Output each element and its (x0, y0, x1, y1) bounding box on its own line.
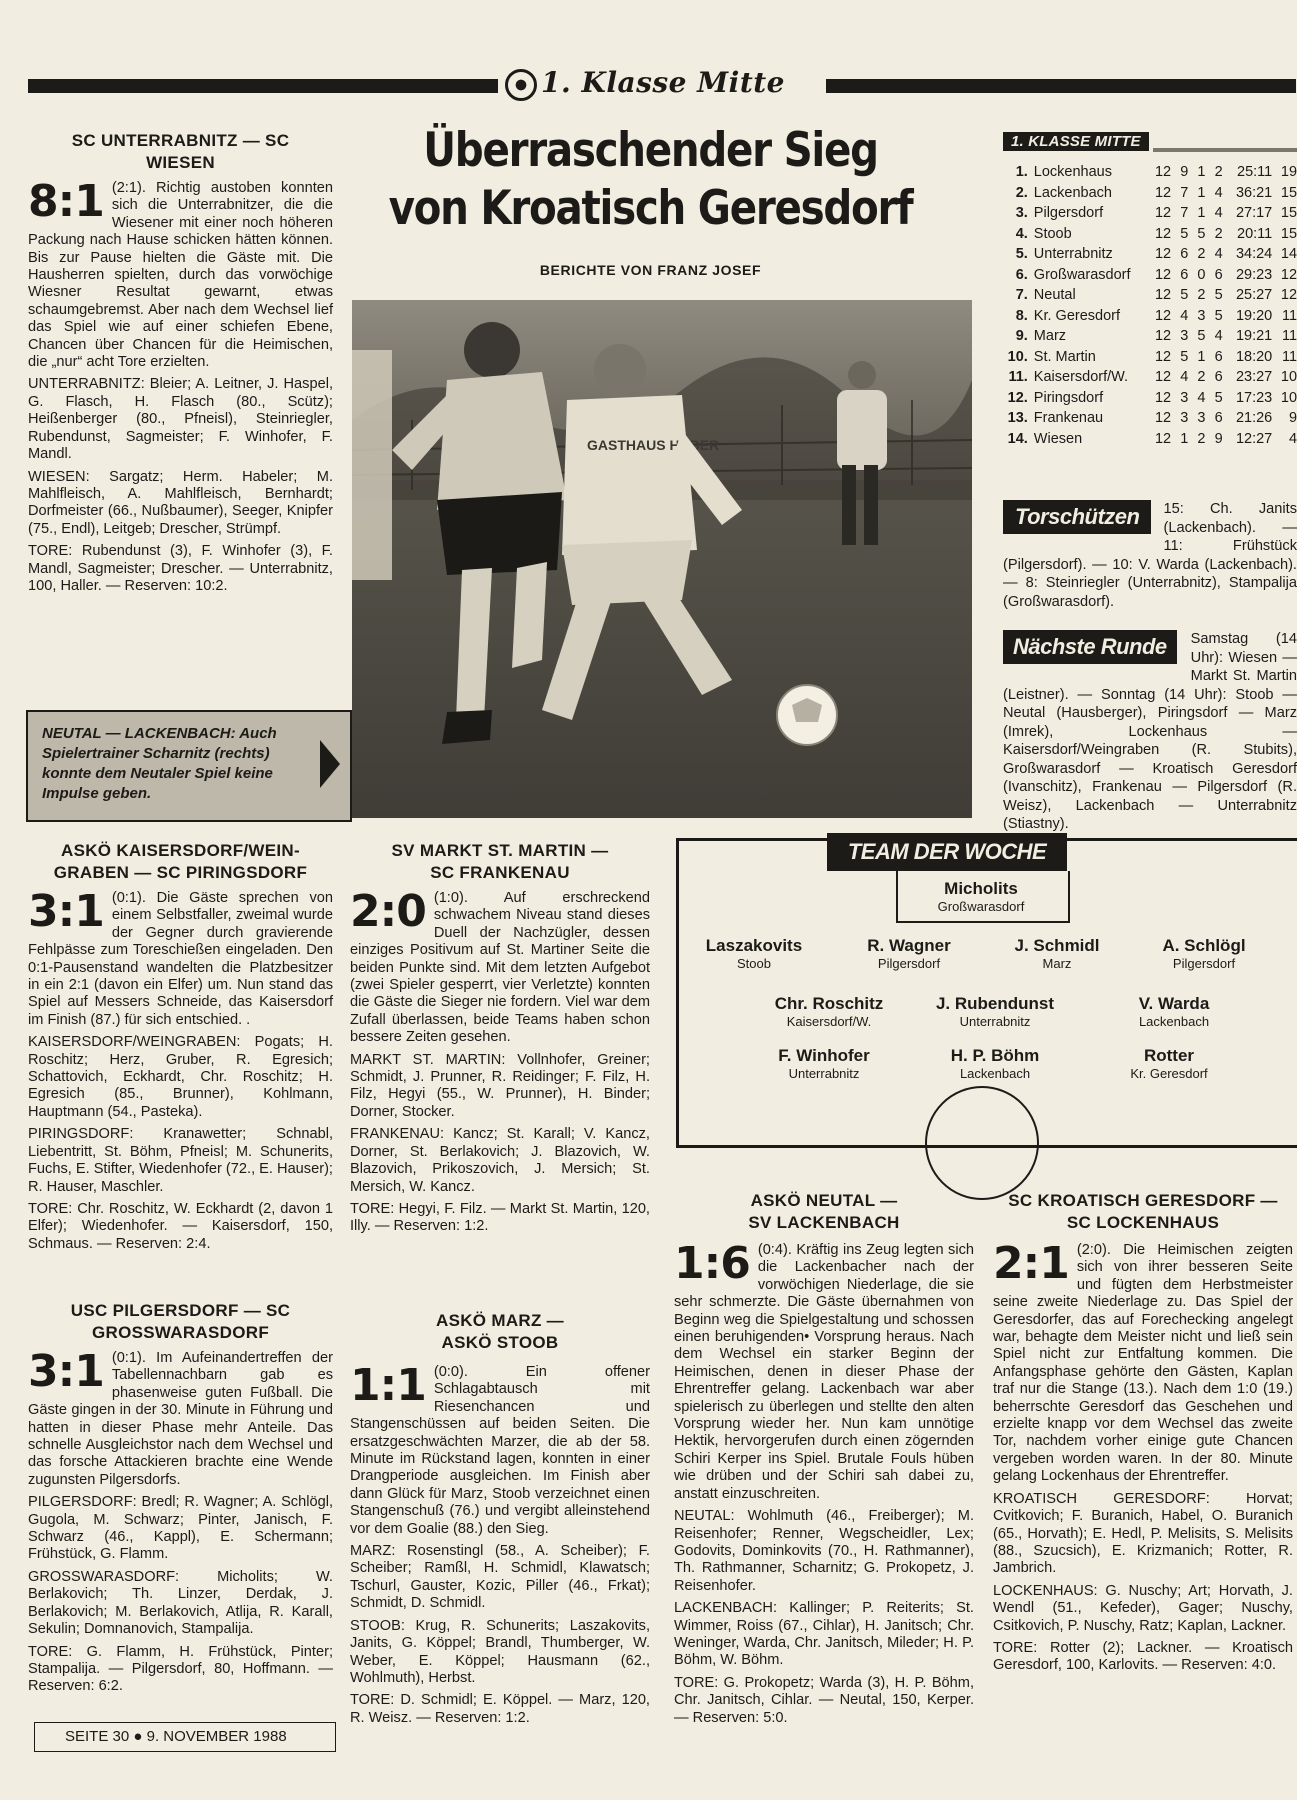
player-club: Unterrabnitz (788, 1066, 860, 1081)
table-cell-points: 15 (1280, 225, 1297, 242)
report-text: (0:4). Kräftig ins Zeug legten sich die Lackenbacher nach der vorwöchigen Niederlage, die sie sehr schmerzte. Die Gäste übernahmen von Beginn weg die Spielgestaltung und schossen einen beruhigenden• Vorsprung heraus. Nach dem Wechsel ein starker Beginn der Heimischen, denen in dieser Phase der Ehrentreffer gelang. Lackenbach war aber spielerisch zu überlegen und stellte den alten Vorsprung wieder her. Nun kam unnötige Hektik, hervorgerufen durch einen zögernden Schiri Kerper ins Spiel. Brutale Fouls hüben wie drüben und der Schiri sah dabei zu, anstatt einzuschreiten. (674, 1242, 974, 1502)
lineup-away: FRANKENAU: Kancz; St. Karall; V. Kancz, Dorner, St. Berlakovich; J. Blazovich, W. Blazovich, Prikoszovich, J. Mersich; St. Mersich, W. Kancz. (350, 1126, 650, 1195)
table-cell-rank: 2. (1015, 184, 1028, 201)
report-marktstmartin (350, 840, 650, 1241)
player-name: Rotter (1143, 1046, 1195, 1065)
table-cell-wins: 4 (1180, 307, 1189, 324)
goals: TORE: Hegyi, F. Filz. — Markt St. Martin, 120, Illy. — Reserven: 1:2. (350, 1200, 650, 1235)
report-marz (350, 1310, 650, 1732)
table-cell-wins: 1 (1180, 430, 1189, 447)
match-photo (352, 300, 972, 818)
table-cell-rank: 12. (1007, 389, 1028, 406)
table-cell-draws: 3 (1197, 307, 1206, 324)
player-name: J. Rubendunst (935, 994, 1055, 1013)
photo-caption: NEUTAL — LACKENBACH: Auch Spielertrainer Scharnitz (rechts) konnte dem Neutaler Spiel keine Impulse geben. (42, 725, 277, 802)
table-cell-team: Kaisersdorf/W. (1033, 369, 1129, 385)
score: 8:1 (28, 176, 104, 227)
scorers-text: 15: Ch. Janits (Lackenbach). — 11: Frühstück (Pilgersdorf). — 10: V. Warda (Lackenbach). — 8: Steinriegler (Unterrabnitz), Stampalija (Großwarasdorf). (1003, 501, 1297, 610)
team-player (674, 936, 834, 972)
score: 1:6 (674, 1238, 750, 1289)
team-player (915, 994, 1075, 1030)
table-cell-losses: 6 (1214, 410, 1223, 426)
table-cell-rank: 14. (1007, 430, 1028, 447)
table-cell-team: St. Martin (1033, 348, 1096, 365)
table-cell-games: 12 (1154, 389, 1172, 406)
table-cell-points: 4 (1288, 430, 1297, 447)
table-row (1003, 347, 1297, 368)
next-round-title: Nächste Runde (1003, 630, 1177, 664)
table-cell-wins: 7 (1180, 205, 1189, 221)
table-cell-points: 15 (1280, 205, 1297, 221)
lineup-away: LOCKENHAUS: G. Nuschy; Art; Horvath, J. Wendl (51., Kefeder), Gager; Nuschy, Csitkovich, P. Nuschy, Ratz; Kaplan, Lackner. (993, 1582, 1293, 1634)
table-cell-points: 11 (1281, 307, 1297, 324)
goals: TORE: G. Flamm, H. Frühstück, Pinter; Stampalija. — Pilgersdorf, 80, Hoffmann. — Reserven: 6:2. (28, 1643, 333, 1695)
table-cell-team: Lackenbach (1033, 184, 1112, 201)
player-name: Micholits (944, 879, 1018, 898)
table-row (1003, 367, 1297, 388)
table-cell-points: 14 (1280, 246, 1297, 262)
lineup-away: GROSSWARASDORF: Micholits; W. Berlakovich; Th. Linzer, Derdak, J. Berlakovich; M. Berlakovich, Atlija, R. Karall, Sekulin; Domnanovich, Stampalija. (28, 1568, 333, 1638)
team-player (749, 994, 909, 1030)
player-club: Kaisersdorf/W. (786, 1014, 872, 1029)
table-cell-goal-ratio: 20:11 (1237, 225, 1273, 242)
table-cell-goal-ratio: 34:24 (1235, 246, 1273, 262)
table-row (1003, 224, 1297, 245)
report-heading: USC PILGERSDORF — SC GROSSWARASDORF (70, 1301, 291, 1342)
player-name: A. Schlögl (1162, 936, 1246, 955)
report-text: (1:0). Auf erschreckend schwachem Niveau stand dieses Duell der Nachzügler, dessen einziges Positivum auf St. Martiner Seite die beiden Punkte sind. Mit dem letzten Aufgebot (zwei Spieler gesperrt, vier Verletzte) konnten die Gäste die Sieger nie fordern. Viel war dem Zufall überlassen, beide Teams haben schon bessere Zeiten gesehen. (350, 890, 650, 1046)
team-of-week (676, 838, 1297, 1148)
table-cell-losses: 5 (1214, 389, 1223, 406)
headline-line-1: Überraschender Sieg (423, 123, 878, 178)
lineup-away: STOOB: Krug, R. Schunerits; Laszakovits, Janits, G. Köppel; Brandl, Thumberger, W. Weber, E. Köppel; Hausmann (62., Wohlmuth), Herbst. (350, 1617, 650, 1686)
table-cell-team: Lockenhaus (1033, 164, 1112, 180)
lineup-home: MARKT ST. MARTIN: Vollnhofer, Greiner; Schmidt, J. Prunner, R. Reidinger; F. Filz, H. Filz, Hegyi (55., W. Prunner), H. Binder; Dorner, Stocker. (350, 1051, 650, 1120)
player-name: H. P. Böhm (950, 1046, 1040, 1065)
table-cell-losses: 4 (1214, 328, 1223, 344)
table-cell-losses: 6 (1214, 348, 1223, 365)
player-club: Unterrabnitz (959, 1014, 1031, 1029)
score: 3:1 (28, 1346, 104, 1397)
football-icon (505, 69, 537, 101)
table-cell-wins: 9 (1180, 164, 1189, 180)
table-cell-draws: 1 (1197, 164, 1206, 180)
table-cell-rank: 1. (1015, 164, 1028, 180)
lineup-home: UNTERRABNITZ: Bleier; A. Leitner, J. Haspel, G. Flasch, H. Flasch (80., Scütz); Heißenberger (80., Pfneisl), Steinriegler, Rubendunst, Sagmeister; F. Winhofer, F. Mandl. (28, 376, 333, 463)
header-rule-right (826, 79, 1296, 93)
table-cell-team: Frankenau (1033, 410, 1104, 426)
table-cell-points: 19 (1280, 164, 1297, 180)
score: 1:1 (350, 1360, 426, 1411)
report-neutal (674, 1190, 974, 1732)
table-cell-rank: 8. (1015, 307, 1028, 324)
table-cell-goal-ratio: 21:26 (1235, 410, 1273, 426)
report-kaisersdorf (28, 840, 333, 1258)
table-cell-games: 12 (1154, 246, 1172, 262)
table-cell-draws: 2 (1197, 246, 1206, 262)
page-number: SEITE 30 (65, 1728, 130, 1745)
table-cell-games: 12 (1154, 348, 1172, 365)
table-cell-points: 12 (1280, 266, 1297, 283)
table-row (1003, 203, 1297, 224)
table-cell-wins: 5 (1180, 287, 1189, 303)
table-cell-points: 10 (1280, 389, 1297, 406)
player-club: Pilgersdorf (877, 956, 941, 971)
table-cell-wins: 6 (1180, 266, 1189, 283)
scorers-title: Torschützen (1003, 500, 1151, 534)
player-name: J. Schmidl (1014, 936, 1100, 955)
table-cell-team: Pilgersdorf (1033, 205, 1104, 221)
headline-line-2: von Kroatisch Geresdorf (388, 181, 913, 236)
table-cell-wins: 3 (1180, 410, 1189, 426)
team-player (744, 1046, 904, 1082)
table-cell-games: 12 (1154, 287, 1172, 303)
table-cell-losses: 9 (1214, 430, 1223, 447)
table-cell-draws: 1 (1197, 184, 1206, 201)
team-player (1124, 936, 1284, 972)
table-cell-team: Piringsdorf (1033, 389, 1104, 406)
player-club: Kr. Geresdorf (1130, 1066, 1208, 1081)
report-heading: ASKÖ MARZ — ASKÖ STOOB (436, 1311, 564, 1352)
table-cell-points: 11 (1281, 328, 1297, 344)
table-cell-rank: 6. (1015, 266, 1028, 283)
shirt-text: GASTHAUS HUBER (587, 437, 720, 453)
table-cell-games: 12 (1154, 205, 1172, 221)
table-cell-games: 12 (1154, 164, 1172, 180)
header-rule-left (28, 79, 498, 93)
table-cell-draws: 0 (1197, 266, 1206, 283)
table-title-rule (1153, 148, 1297, 152)
table-cell-points: 11 (1281, 348, 1297, 365)
lineup-away: PIRINGSDORF: Kranawetter; Schnabl, Liebentritt, St. Böhm, Pfneisl; M. Schunerits, Fuchs, E. Stifter, Wiedenhofer (72., E. Hauser); R. Hauser, Maschler. (28, 1126, 333, 1195)
goals: TORE: G. Prokopetz; Warda (3), H. P. Böhm, Chr. Janitsch, Cihlar. — Neutal, 150, Kerper. — Reserven: 5:0. (674, 1674, 974, 1726)
team-player (915, 1046, 1075, 1082)
table-cell-rank: 13. (1007, 410, 1028, 426)
table-cell-goal-ratio: 36:21 (1235, 184, 1273, 201)
table-cell-goal-ratio: 25:11 (1237, 164, 1273, 180)
table-cell-games: 12 (1154, 328, 1172, 344)
table-cell-games: 12 (1154, 430, 1172, 447)
report-heading: SC UNTERRABNITZ — SC WIESEN (71, 131, 290, 172)
player-club: Marz (1042, 956, 1072, 971)
scorers-block (1003, 500, 1297, 611)
table-cell-team: Stoob (1033, 225, 1072, 242)
player-name: Chr. Roschitz (774, 994, 884, 1013)
lineup-home: KROATISCH GERESDORF: Horvat; Cvitkovich; F. Buranich, Habel, O. Buranich (65., Horvath); E. Hedl, P. Melisits, S. Melisits (88., Szucsich), E. Krizmanich; Rotter, R. Jambrich. (993, 1490, 1293, 1577)
table-cell-losses: 2 (1214, 225, 1223, 242)
table-cell-wins: 3 (1180, 328, 1189, 344)
report-text: (0:0). Ein offener Schlagabtausch mit Riesenchancen und Stangenschüssen auf beiden Seiten. Die ersatzgeschwächten Marzer, die ab der 58. Minute im Rückstand lagen, konnten in einer Drangperiode ausgleichen. Im Finish aber dann Glück für Marz, Stoob verzeichnet einen Stangenschuß (76.) und vergibt alleinstehend vor dem Goalie (88.) den Sieg. (350, 1364, 650, 1537)
league-table (1003, 132, 1297, 449)
table-cell-rank: 4. (1015, 225, 1028, 242)
player-club: Stoob (737, 956, 771, 971)
table-cell-losses: 5 (1214, 307, 1223, 324)
table-row (1003, 285, 1297, 306)
table-cell-wins: 6 (1180, 246, 1189, 262)
goals: TORE: Rubendunst (3), F. Winhofer (3), F. Mandl, Sagmeister; Drescher. — Unterrabnitz, 100, Haller. — Reserven: 10:2. (28, 543, 333, 594)
report-heading: SV MARKT ST. MARTIN — SC FRANKENAU (391, 841, 609, 882)
table-cell-team: Unterrabnitz (1033, 246, 1113, 262)
table-cell-rank: 7. (1015, 287, 1028, 303)
table-cell-team: Marz (1033, 328, 1067, 344)
table-cell-draws: 2 (1197, 287, 1206, 303)
table-cell-points: 15 (1280, 184, 1297, 201)
table-row (1003, 183, 1297, 204)
table-row (1003, 162, 1297, 183)
player-club: Großwarasdorf (937, 899, 1025, 914)
team-player (901, 879, 1061, 915)
player-name: V. Warda (1138, 994, 1210, 1013)
lineup-home: KAISERSDORF/WEINGRABEN: Pogats; H. Roschitz; Herz, Gruber, R. Egresich; Schattovich, Eckhardt, Chr. Roschitz; H. Egresich (85., Brunner), Kohlmann, Hauptmann (54., Pasteka). (28, 1034, 333, 1120)
player-club: Pilgersdorf (1172, 956, 1236, 971)
table-cell-losses: 6 (1214, 266, 1223, 283)
report-heading: ASKÖ NEUTAL — SV LACKENBACH (748, 1191, 900, 1232)
byline: BERICHTE VON FRANZ JOSEF (539, 262, 762, 278)
goals: TORE: D. Schmidl; E. Köppel. — Marz, 120, R. Weisz. — Reserven: 1:2. (350, 1692, 650, 1726)
next-round-block (1003, 630, 1297, 834)
table-cell-team: Neutal (1033, 287, 1076, 303)
table-cell-goal-ratio: 17:23 (1235, 389, 1273, 406)
table-cell-draws: 5 (1197, 328, 1206, 344)
table-cell-points: 9 (1288, 410, 1297, 426)
arrow-right-icon (320, 740, 340, 788)
player-club: Lackenbach (1138, 1014, 1210, 1029)
team-player (1089, 1046, 1249, 1082)
table-cell-rank: 10. (1007, 348, 1028, 365)
table-cell-rank: 11. (1008, 369, 1028, 385)
lineup-away: LACKENBACH: Kallinger; P. Reiterits; St. Wimmer, Roiss (67., Cihlar), H. Janitsch; Chr. Weninger, Warda, Chr. Janitsch, Mileder; H. P. Böhm, W. Böhm. (674, 1600, 974, 1669)
table-cell-goal-ratio: 29:23 (1235, 266, 1273, 283)
table-cell-losses: 4 (1214, 205, 1223, 221)
table-cell-goal-ratio: 19:21 (1235, 328, 1273, 344)
report-text: (0:1). Im Aufeinandertreffen der Tabellennachbarn gab es phasenweise guten Fußball. Die Gäste gingen in der 30. Minute in Führung und hatten in dieser Phase mehr Anteile. Das schnelle Ausgleichstor nach dem Wechsel und das forsche Attackieren brachte eine Wende zugunsten Pilgersdorfs. (28, 1350, 333, 1488)
report-kroatisch (993, 1190, 1293, 1680)
table-row (1003, 306, 1297, 327)
table-cell-games: 12 (1154, 369, 1172, 385)
issue-date: 9. NOVEMBER 1988 (146, 1728, 287, 1745)
table-cell-wins: 4 (1180, 369, 1189, 385)
team-of-week-title: TEAM DER WOCHE (827, 833, 1067, 871)
table-cell-wins: 7 (1180, 184, 1189, 201)
table-row (1003, 408, 1297, 429)
table-cell-team: Großwarasdorf (1033, 266, 1131, 283)
table-cell-goal-ratio: 23:27 (1235, 369, 1273, 385)
report-heading: ASKÖ KAISERSDORF/WEIN-GRABEN — SC PIRINGSDORF (53, 841, 308, 882)
table-cell-losses: 5 (1214, 287, 1223, 303)
table-cell-draws: 5 (1197, 225, 1206, 242)
table-rows (1003, 162, 1297, 449)
table-cell-draws: 2 (1197, 369, 1206, 385)
player-club: Lackenbach (959, 1066, 1031, 1081)
table-row (1003, 244, 1297, 265)
table-cell-wins: 3 (1180, 389, 1189, 406)
table-cell-draws: 1 (1197, 205, 1206, 221)
score: 3:1 (28, 886, 104, 937)
table-cell-goal-ratio: 25:27 (1235, 287, 1273, 303)
table-cell-draws: 1 (1197, 348, 1206, 365)
table-cell-losses: 6 (1214, 369, 1223, 385)
table-cell-losses: 2 (1214, 164, 1223, 180)
table-cell-goal-ratio: 12:27 (1235, 430, 1273, 447)
table-cell-games: 12 (1154, 225, 1172, 242)
table-cell-wins: 5 (1180, 225, 1189, 242)
table-cell-games: 12 (1154, 184, 1172, 201)
report-pilgersdorf (28, 1300, 333, 1701)
table-cell-points: 10 (1280, 369, 1297, 385)
goals: TORE: Rotter (2); Lackner. — Kroatisch Geresdorf, 100, Karlovits. — Reserven: 4:0. (993, 1639, 1293, 1674)
report-unterrabnitz (28, 130, 333, 600)
table-cell-losses: 4 (1214, 184, 1223, 201)
table-cell-draws: 3 (1197, 410, 1206, 426)
report-text: (0:1). Die Gäste sprechen von einem Selbstfaller, zweimal wurde der Gegner durch gravierende Fehlpässe zum Toreschießen eingeladen. Den 0:1-Pausenstand wandelten die Platzbesitzer in ein 2:1 (davon ein Elfer) um. Nun stand das Spiel auf Messers Schneide, das Kaisersdorf im Finish (87.) für sich entschied. . (28, 890, 333, 1028)
goals: TORE: Chr. Roschitz, W. Eckhardt (2, davon 1 Elfer); Wiedenhofer. — Kaisersdorf, 150, Schmaus. — Reserven: 2:4. (28, 1200, 333, 1252)
table-cell-wins: 5 (1180, 348, 1189, 365)
table-row (1003, 429, 1297, 450)
table-title: 1. KLASSE MITTE (1003, 132, 1149, 151)
next-round-text: Samstag (14 Uhr): Wiesen — Markt St. Martin (Leistner). — Sonntag (14 Uhr): Stoob — Neutal (Hausberger), Piringsdorf — Marz (Imrek), Lockenhaus — Kaisersdorf/Weingraben (R. Stubits), Großwarasdorf — Kroatisch Geresdorf (Ivanschitz), Frankenau — Pilgersdorf (R. Weisz), Lackenbach — Unterrabnitz (Stiastny). (1003, 631, 1297, 832)
table-cell-rank: 9. (1015, 328, 1028, 344)
lineup-away: WIESEN: Sargatz; Herm. Habeler; M. Mahlfleisch, A. Mahlfleisch, Bernhardt; Dorfmeister (66., Nußbaumer), Seeger, Knipfer (75., Endl), Leitgeb; Drescher, Strümpf. (28, 468, 333, 537)
centre-arc (925, 1086, 1039, 1200)
page-footer (34, 1722, 336, 1752)
score: 2:0 (350, 886, 426, 937)
report-text: (2:1). Richtig austoben konnten sich die Unterrabnitzer, die die Wiesener mit einer noch höheren Packung nach Hause schicken hätten können. Bis zur Pause hielten die Gäste mit. Die Hausherren spielten, durch das vorwöchige Wiesner Resultat gewarnt, etwas schaumgebremst. Aber nach dem Wechsel lief das Spiel wie auf einer schiefen Ebene, Chancen über Chancen für die Heimischen, die „nur“ acht Tore erzielten. (28, 180, 333, 371)
photo-caption-box (26, 710, 352, 822)
table-cell-losses: 4 (1214, 246, 1223, 262)
table-cell-rank: 5. (1015, 246, 1028, 262)
match-photo-graphic (352, 300, 972, 818)
player-name: R. Wagner (867, 936, 951, 955)
table-cell-games: 12 (1154, 266, 1172, 283)
report-heading: SC KROATISCH GERESDORF — SC LOCKENHAUS (1008, 1191, 1278, 1232)
lineup-home: PILGERSDORF: Bredl; R. Wagner; A. Schlögl, Gugola, M. Schwarz; Pinter, Janisch, F. Schwarz (46., Kappl), E. Schermann; Frühstück, G. Flamm. (28, 1494, 333, 1563)
table-cell-goal-ratio: 18:20 (1235, 348, 1273, 365)
table-cell-team: Wiesen (1033, 430, 1083, 447)
headline-block (338, 122, 963, 278)
player-name: F. Winhofer (778, 1046, 870, 1065)
section-title: 1. Klasse Mitte (505, 66, 825, 106)
lineup-home: NEUTAL: Wohlmuth (46., Freiberger); M. Reisenhofer; Renner, Wegscheidler, Lex; Godovits, Dominkovits (70., H. Rathmanner), Th. Rathmanner, Scharnitz; G. Prokopetz, J. Reisenhofer. (674, 1508, 974, 1594)
table-row (1003, 265, 1297, 286)
footer-bullet-icon: ● (133, 1728, 147, 1745)
table-cell-draws: 4 (1197, 389, 1206, 406)
team-player (977, 936, 1137, 972)
table-cell-games: 12 (1154, 410, 1172, 426)
report-text: (2:0). Die Heimischen zeigten sich von ihrer besseren Seite und fügten dem Herbstmeister seine zweite Niederlage zu. Das Spiel der Geresdorfer, das auf Forechecking angelegt war, behagte dem Meister nicht und ließ sein Spiel nicht zur Entfaltung kommen. Die Anfangsphase gehörte den Gästen, Kaplan traf nur die Stange (13.). Nach dem 1:0 (19.) beherrschte Geresdorf das Geschehen und erzielte knapp vor dem Wechsel das zweite Tor, nachdem vorher einige gute Chancen vergeben worden waren. In der 80. Minute gelang Lockenhaus der Ehrentreffer. (993, 1242, 1293, 1485)
lineup-home: MARZ: Rosenstingl (58., A. Scheiber); F. Scheiber; Ramßl, H. Schmidl, Klawatsch; Tschurl, Gauster, Kozic, Piller (46., Frkat); Schmidt, D. Schmidl. (350, 1543, 650, 1612)
team-player (829, 936, 989, 972)
table-cell-points: 12 (1280, 287, 1297, 303)
team-player (1094, 994, 1254, 1030)
table-cell-rank: 3. (1015, 205, 1028, 221)
player-name: Laszakovits (705, 936, 803, 955)
score: 2:1 (993, 1238, 1069, 1289)
table-row (1003, 388, 1297, 409)
table-cell-games: 12 (1154, 307, 1172, 324)
table-cell-team: Kr. Geresdorf (1033, 307, 1121, 324)
table-cell-goal-ratio: 27:17 (1235, 205, 1273, 221)
table-cell-draws: 2 (1197, 430, 1206, 447)
table-row (1003, 326, 1297, 347)
table-cell-goal-ratio: 19:20 (1235, 307, 1273, 324)
